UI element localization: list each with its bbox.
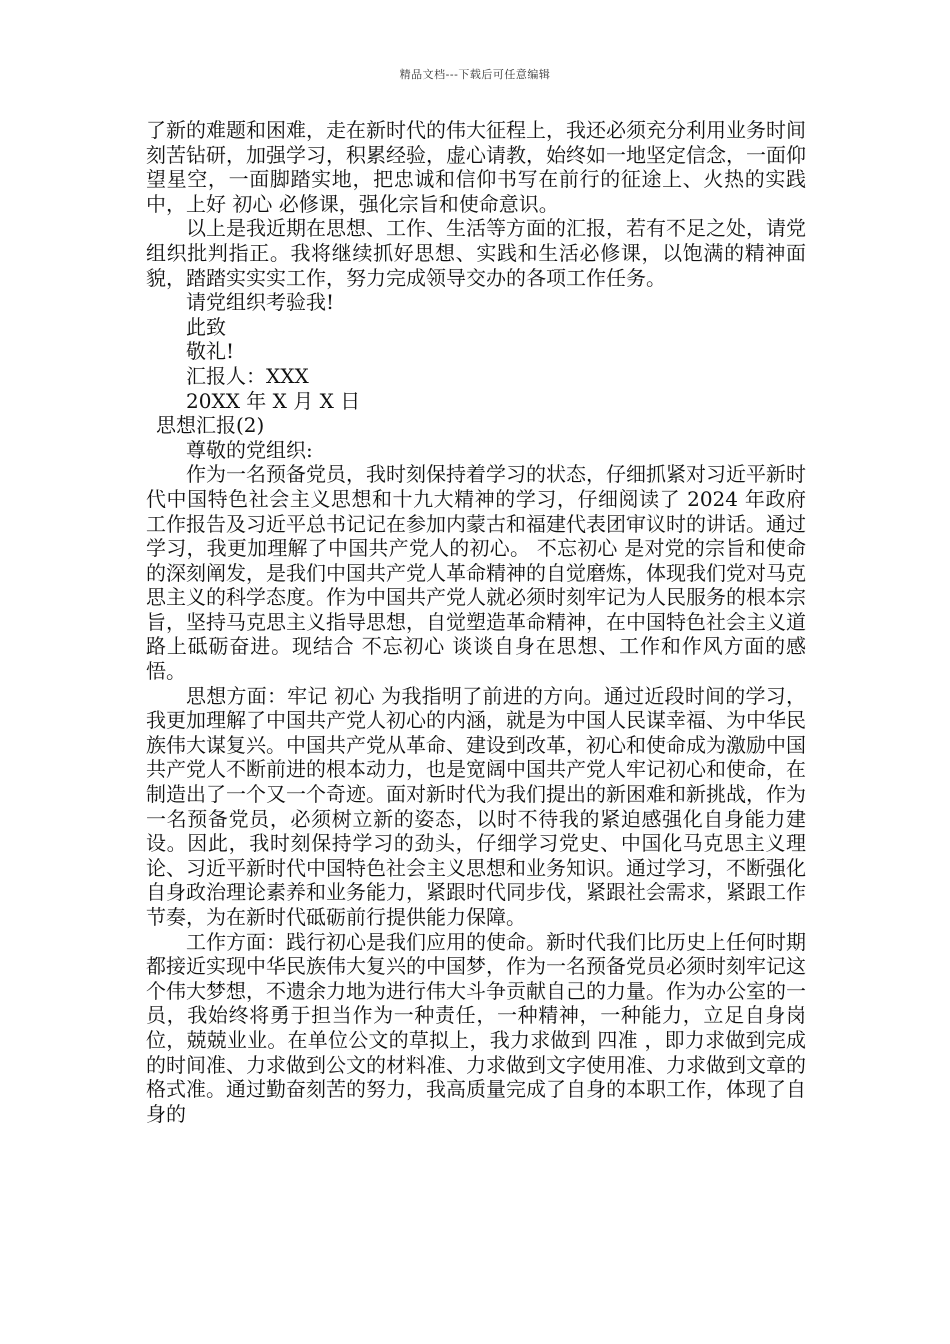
- document-body: [146, 118, 806, 1126]
- closing-salutation: 此致: [186, 314, 226, 339]
- paragraph-intro: 作为一名预备党员，我时刻保持着学习的状态，仔细抓紧对习近平新时代中国特色社会主义思想和十九大精神的学习，仔细阅读了 2024 年政府工作报告及习近平总书记记在参加内蒙古和福建代表团审议时的讲话。通过学习，我更加理解了中国共产党人的初心。 不忘初心 是对党的宗旨和使命的深刻阐发，是我们中国共产党人革命精神的自觉磨炼，体现我们党对马克思主义的科学态度。作为中国共产党人就必须时刻牢记为人民服务的根本宗旨，坚持马克思主义指导思想，自觉塑造革命精神，在中国特色社会主义道路上砥砺奋进。现结合 不忘初心 谈谈自身在思想、工作和作风方面的感悟。: [146, 462, 806, 684]
- greeting: 尊敬的党组织:: [186, 437, 313, 462]
- paragraph-summary: 以上是我近期在思想、工作、生活等方面的汇报，若有不足之处，请党组织批判指正。我将继续抓好思想、实践和生活必修课，以饱满的精神面貌，踏踏实实实工作，努力完成领导交办的各项工作任务。: [146, 216, 806, 290]
- section-title: 思想汇报(2): [156, 413, 265, 438]
- reporter-signature: 汇报人：XXX: [186, 363, 309, 388]
- report-date: 20XX 年 X 月 X 日: [186, 388, 361, 413]
- page-header: 精品文档---下载后可任意编辑: [399, 68, 551, 81]
- paragraph-thought: 思想方面：牢记 初心 为我指明了前进的方向。通过近段时间的学习，我更加理解了中国共产党人初心的内涵，就是为中国人民谋幸福、为中华民族伟大谋复兴。中国共产党从革命、建设到改革，初心和使命成为激励中国共产党人不断前进的根本动力，也是宽阔中国共产党人牢记初心和使命，在制造出了一个又一个奇迹。面对新时代为我们提出的新困难和新挑战，作为一名预备党员，必须树立新的姿态，以时不待我的紧迫感强化自身能力建设。因此，我时刻保持学习的劲头，仔细学习党史、中国化马克思主义理论、习近平新时代中国特色社会主义思想和业务知识。通过学习，不断强化自身政治理论素养和业务能力，紧跟时代同步伐，紧跟社会需求，紧跟工作节奏，为在新时代砥砺前行提供能力保障。: [146, 683, 806, 929]
- closing-regards: 敬礼!: [186, 339, 235, 364]
- paragraph-work: 工作方面：践行初心是我们应用的使命。新时代我们比历史上任何时期都接近实现中华民族伟大复兴的中国梦，作为一名预备党员必须时刻牢记这个伟大梦想，不遗余力地为进行伟大斗争贡献自己的力量。作为办公室的一员，我始终将勇于担当作为一种责任，一种精神，一种能力，立足自身岗位，兢兢业业。在单位公文的草拟上，我力求做到 四准 ，即力求做到完成的时间准、力求做到公文的材料准、力求做到文字使用准、力求做到文章的格式准。通过勤奋刻苦的努力，我高质量完成了自身的本职工作，体现了自身的: [146, 929, 806, 1126]
- paragraph-continuation: 了新的难题和困难，走在新时代的伟大征程上，我还必须充分利用业务时间刻苦钻研，加强学习，积累经验，虚心请教，始终如一地坚定信念，一面仰望星空，一面脚踏实地，把忠诚和信仰书写在前行的征途上、火热的实践中，上好 初心 必修课，强化宗旨和使命意识。: [146, 118, 806, 216]
- closing-request: 请党组织考验我!: [186, 290, 335, 315]
